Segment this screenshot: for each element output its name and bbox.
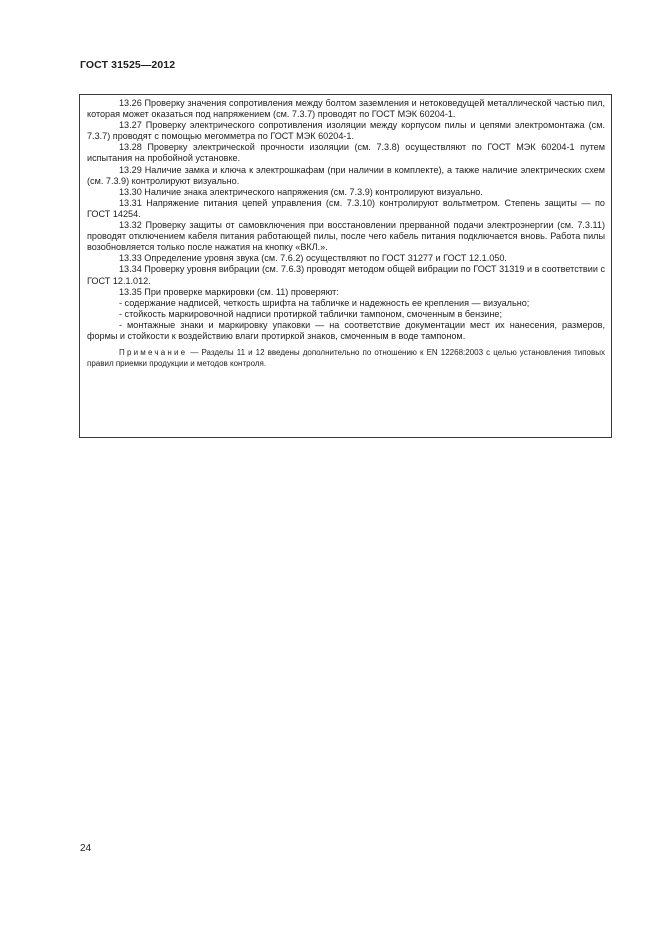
paragraph-13-30: 13.30 Наличие знака электрического напряжения (см. 7.3.9) контролируют визуально. <box>119 186 483 197</box>
paragraph-13-26: 13.26 Проверку значения сопротивления между болтом заземления и нетоковедущей металлической частью пил, которая может оказаться под напряжением (см. 7.3.7) проводят по ГОСТ МЭК 60204-1. <box>87 98 605 120</box>
text-frame <box>79 94 612 438</box>
page-number: 24 <box>80 843 92 854</box>
paragraph-13-31: 13.31 Напряжение питания цепей управления (см. 7.3.10) контролируют вольтметром. Степень защиты — по ГОСТ 14254. <box>87 197 605 219</box>
paragraph-13-27: 13.27 Проверку электрического сопротивления изоляции между корпусом пилы и цепями электромонтажа (см. 7.3.7) проводят с помощью мегомметра по ГОСТ МЭК 60204-1. <box>87 120 605 142</box>
paragraph-13-35: 13.35 При проверке маркировки (см. 11) проверяют: <box>119 286 339 297</box>
list-item: - монтажные знаки и маркировку упаковки — на соответствие документации мест их нанесения, размеров, формы и стойкости к воздействию влаги протиркой знаков, смоченным в воде тампоном. <box>87 319 605 341</box>
note-label: Примечание <box>119 348 188 358</box>
document-header: ГОСТ 31525—2012 <box>80 59 176 71</box>
paragraph-13-33: 13.33 Определение уровня звука (см. 7.6.2) осуществляют по ГОСТ 31277 и ГОСТ 12.1.050. <box>119 253 507 264</box>
paragraph-13-34: 13.34 Проверку уровня вибрации (см. 7.6.3) проводят методом общей вибрации по ГОСТ 31319 и в соответствии с ГОСТ 12.1.012. <box>87 264 605 286</box>
note <box>87 348 605 369</box>
list-item: - содержание надписей, четкость шрифта на табличке и надежность ее крепления — визуально; <box>119 297 530 308</box>
list-item: - стойкость маркировочной надписи протиркой таблички тампоном, смоченным в бензине; <box>119 308 502 319</box>
paragraph-13-28: 13.28 Проверку электрической прочности изоляции (см. 7.3.8) осуществляют по ГОСТ МЭК 60204-1 путем испытания на пробойной установке. <box>87 142 605 164</box>
note-text: — Разделы 11 и 12 введены дополнительно по отношению к EN 12268:2003 с целью установления типовых правил приемки продукции и методов контроля. <box>87 348 605 368</box>
paragraph-13-29: 13.29 Наличие замка и ключа к электрошкафам (при наличии в комплекте), а также наличие электрических схем (см. 7.3.9) контролируют визуально. <box>87 164 605 186</box>
paragraph-13-32: 13.32 Проверку защиты от самовключения при восстановлении прерванной подачи электроэнергии (см. 7.3.11) проводят отключением кабеля питания работающей пилы, после чего кабель питания подключается вновь. Работа пилы возобновляется только после нажатия на кнопку «ВКЛ.». <box>87 220 605 253</box>
